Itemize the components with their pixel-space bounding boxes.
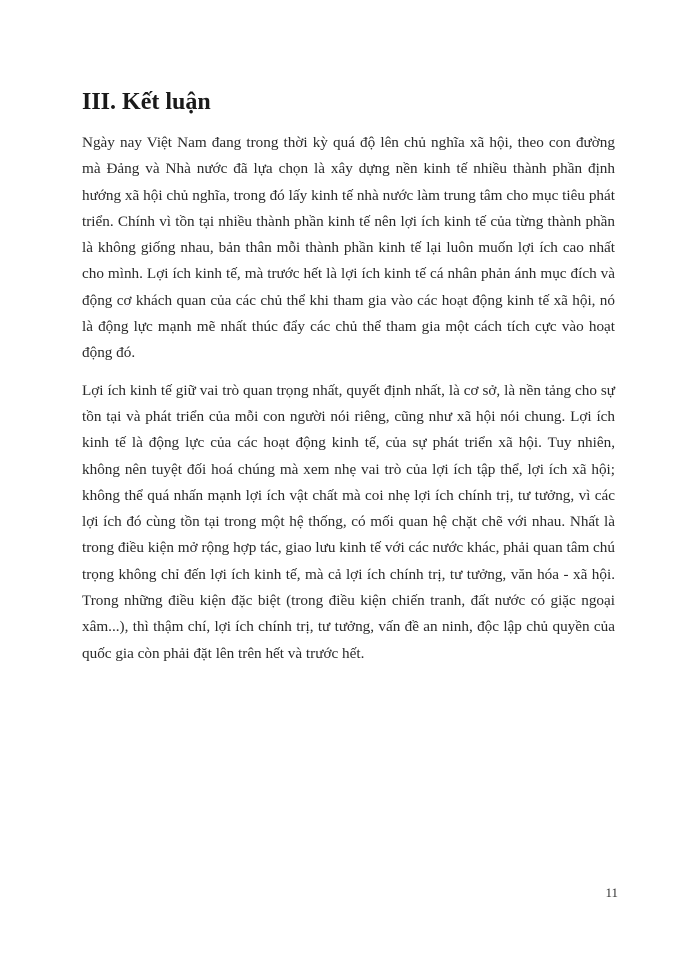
page-number: 11 <box>605 885 618 900</box>
paragraph: Lợi ích kinh tế giữ vai trò quan trọng nhất, quyết định nhất, là cơ sở, là nền tảng cho sự tồn tại và phát triển của mỗi con người nói riêng, cũng như xã hội nói chung. Lợi ích kinh tế là động lực của các hoạt động kinh tế, của sự phát triển xã hội. Tuy nhiên, không nên tuyệt đối hoá chúng mà xem nhẹ vai trò của lợi ích tập thể, lợi ích xã hội; không thể quá nhấn mạnh lợi ích vật chất mà coi nhẹ lợi ích chính trị, tư tưởng, vì các lợi ích đó cùng tồn tại trong một hệ thống, có mối quan hệ chặt chẽ với nhau. Nhất là trong điều kiện mở rộng hợp tác, giao lưu kinh tế với các nước khác, phải quan tâm chú trọng không chỉ đến lợi ích kinh tế, mà cả lợi ích chính trị, tư tưởng, văn hóa - xã hội. Trong những điều kiện đặc biệt (trong điều kiện chiến tranh, đất nước có giặc ngoại xâm...), thì thậm chí, lợi ích chính trị, tư tưởng, vấn đề an ninh, độc lập chủ quyền của quốc gia còn phải đặt lên trên hết và trước hết. <box>82 381 615 662</box>
paragraph: Ngày nay Việt Nam đang trong thời kỳ quá độ lên chủ nghĩa xã hội, theo con đường mà Đảng và Nhà nước đã lựa chọn là xây dựng nền kinh tế nhiều thành phần định hướng xã hội chủ nghĩa, trong đó lấy kinh tế nhà nước làm trung tâm cho mục tiêu phát triển. Chính vì tồn tại nhiều thành phần kinh tế nên lợi ích kinh tế của từng thành phần là không giống nhau, bản thân mỗi thành phần kinh tế lại luôn muốn lợi ích cao nhất cho mình. Lợi ích kinh tế, mà trước hết là lợi ích kinh tế cá nhân phản ánh mục đích và động cơ khách quan của các chủ thể khi tham gia vào các hoạt động kinh tế xã hội, nó là động lực mạnh mẽ nhất thúc đẩy các chủ thể tham gia một cách tích cực vào hoạt động đó. <box>82 134 615 362</box>
body-text <box>82 130 615 667</box>
section-heading: III. Kết luận <box>82 89 211 115</box>
